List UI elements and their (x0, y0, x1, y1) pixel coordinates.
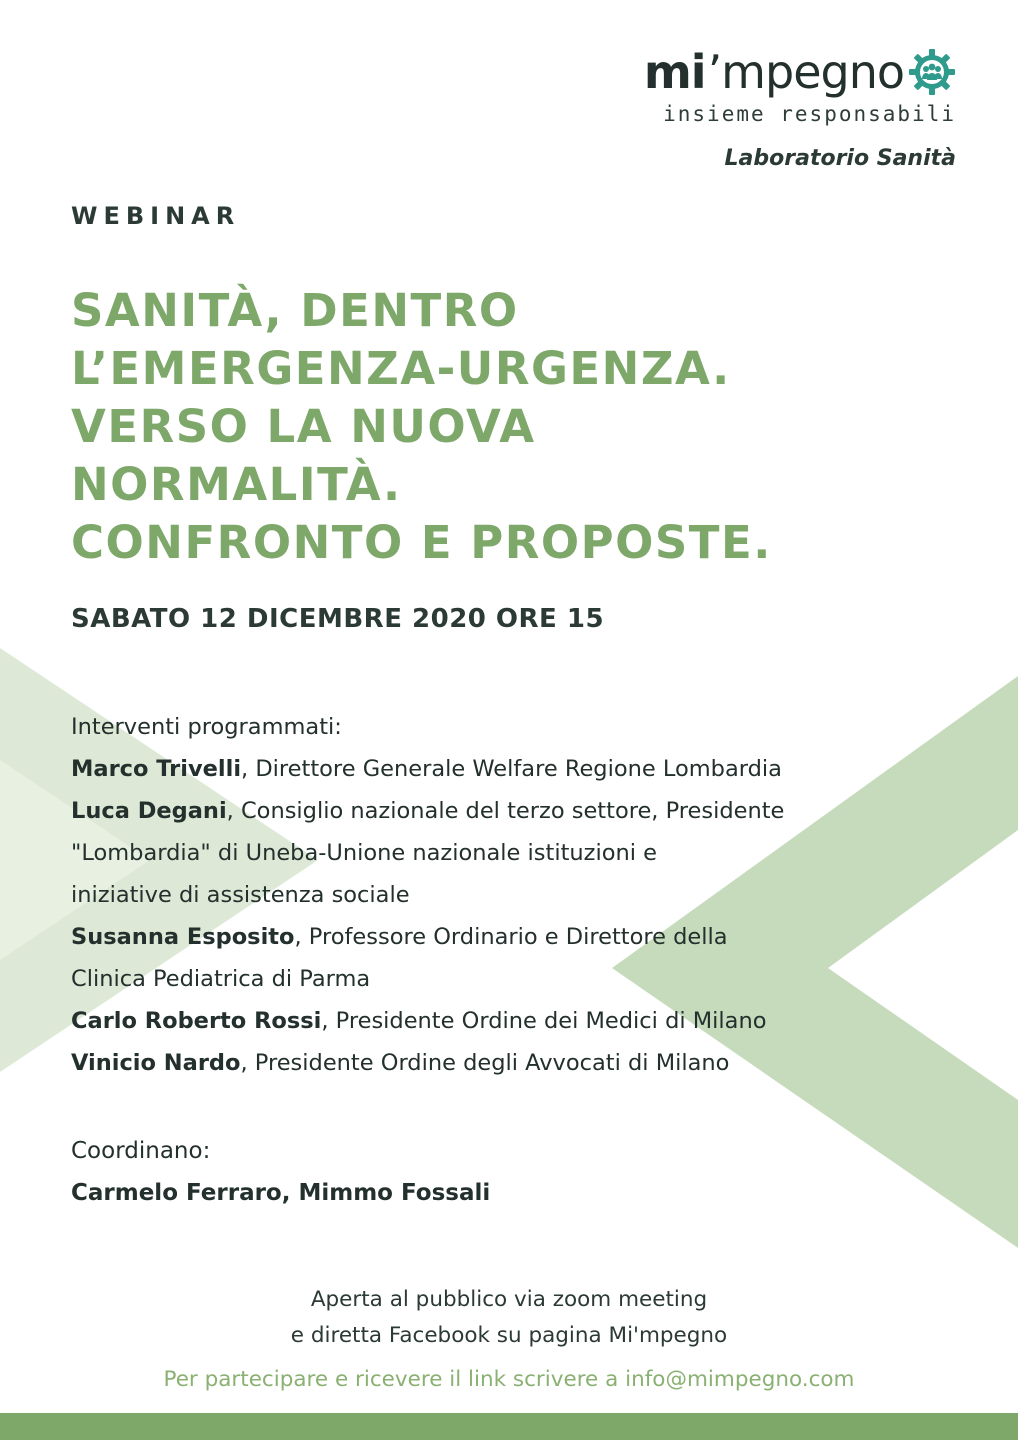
speaker-item (71, 1000, 971, 1042)
speaker-role: , Professore Ordinario e Direttore della (294, 924, 728, 950)
speaker-item (71, 916, 971, 958)
title-line: VERSO LA NUOVA (71, 400, 536, 453)
gear-people-icon (908, 48, 956, 96)
speaker-name: Carlo Roberto Rossi (71, 1008, 322, 1034)
title-line: L’EMERGENZA-URGENZA. (71, 342, 731, 395)
speaker-name: Luca Degani (71, 798, 227, 824)
bottom-accent-bar (0, 1413, 1018, 1440)
speaker-role: , Presidente Ordine dei Medici di Milano (321, 1008, 767, 1034)
brand-name-part2: ’mpegno (707, 45, 904, 99)
access-info-line: Aperta al pubblico via zoom meeting (310, 1287, 708, 1312)
speaker-role-continued: "Lombardia" di Uneba-Unione nazionale istituzioni e (71, 840, 657, 866)
speaker-name: Susanna Esposito (71, 924, 295, 950)
speaker-item (71, 748, 971, 790)
speaker-name: Marco Trivelli (71, 756, 242, 782)
speaker-name: Vinicio Nardo (71, 1050, 241, 1076)
title-line: CONFRONTO E PROPOSTE. (71, 516, 772, 569)
event-date: SABATO 12 DICEMBRE 2020 ORE 15 (71, 604, 605, 634)
brand-block (616, 44, 956, 171)
brand-tagline: insieme responsabili (663, 102, 956, 126)
brand-logo (644, 44, 956, 100)
event-title (71, 282, 951, 572)
title-line: NORMALITÀ. (71, 458, 402, 511)
speaker-role-continued: Clinica Pediatrica di Parma (71, 966, 371, 992)
speaker-role: , Presidente Ordine degli Avvocati di Milano (240, 1050, 730, 1076)
coordinators-block (71, 1130, 771, 1214)
access-info (0, 1282, 1018, 1354)
speaker-item (71, 790, 971, 832)
speaker-role-continued: iniziative di assistenza sociale (71, 882, 410, 908)
brand-name-part1: mi (643, 45, 706, 99)
access-info-line: e diretta Facebook su pagina Mi'mpegno (290, 1323, 728, 1348)
contact-info: Per partecipare e ricevere il link scrivere a info@mimpegno.com (163, 1367, 855, 1392)
laboratory-label: Laboratorio Sanità (724, 146, 956, 171)
speakers-heading: Interventi programmati: (71, 714, 342, 740)
speaker-item (71, 1042, 971, 1084)
coordinators-names: Carmelo Ferraro, Mimmo Fossali (71, 1180, 491, 1206)
speaker-role: , Direttore Generale Welfare Regione Lombardia (241, 756, 782, 782)
event-type-label: WEBINAR (71, 202, 241, 230)
coordinators-heading: Coordinano: (71, 1138, 211, 1164)
speakers-list (71, 706, 971, 1084)
speaker-role: , Consiglio nazionale del terzo settore, Presidente (226, 798, 785, 824)
title-line: SANITÀ, DENTRO (71, 284, 519, 337)
